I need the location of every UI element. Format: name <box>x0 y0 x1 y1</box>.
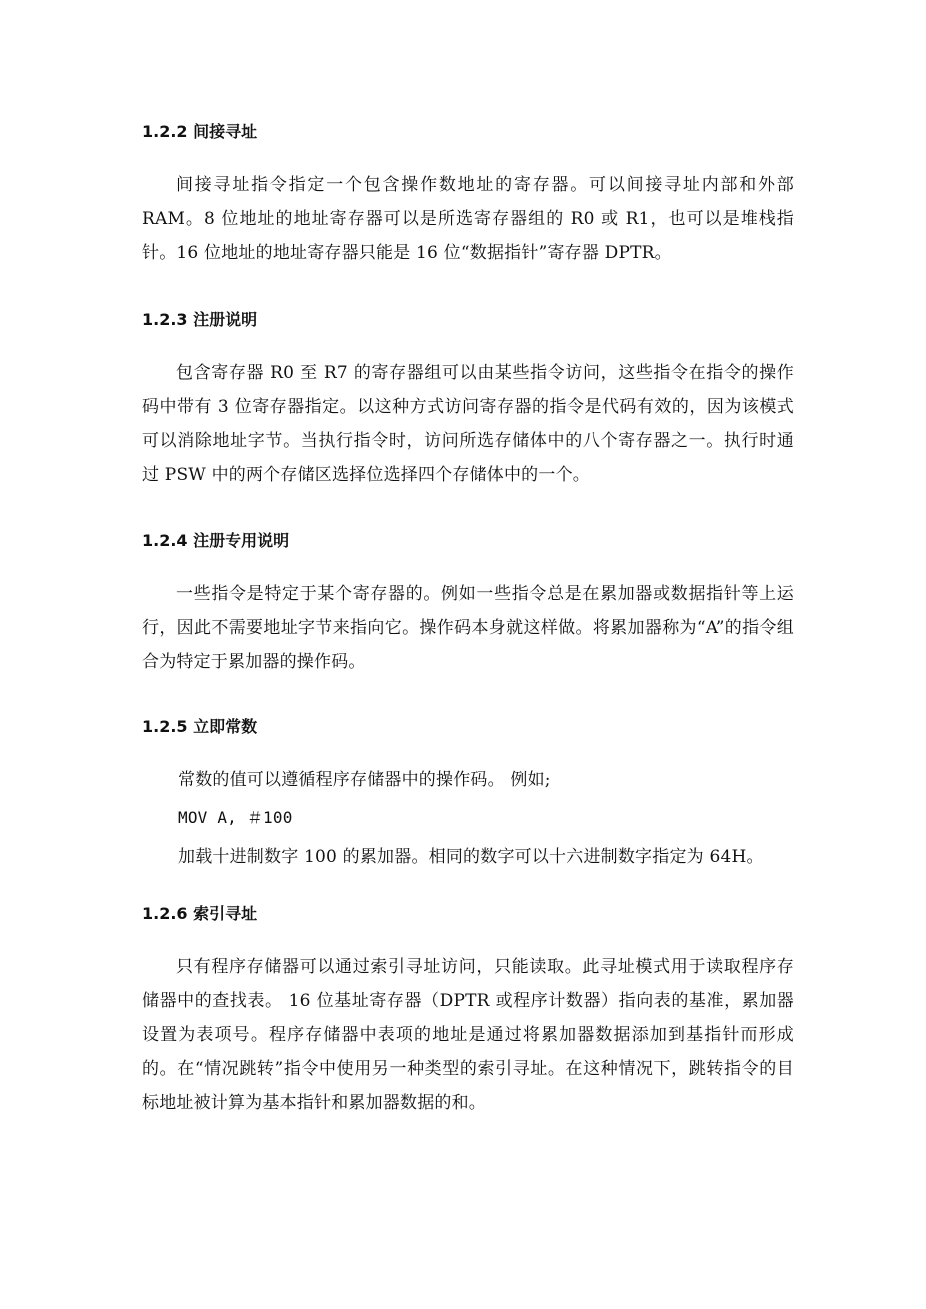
paragraph-immediate-constants-explanation: 加载十进制数字 100 的累加器。相同的数字可以十六进制数字指定为 64H。 <box>178 847 764 867</box>
paragraph-immediate-constants-intro: 常数的值可以遵循程序存储器中的操作码。 例如; <box>178 770 551 790</box>
section-heading-immediate-constants: 1.2.5 立即常数 <box>142 717 258 736</box>
section-heading-indexed-addressing: 1.2.6 索引寻址 <box>142 904 258 923</box>
paragraph-register-instructions: 包含寄存器 R0 至 R7 的寄存器组可以由某些指令访问，这些指令在指令的操作码中带有 3 位寄存器指定。以这种方式访问寄存器的指令是代码有效的，因为该模式可以消除地址字节。当执行指令时，访问所选存储体中的八个寄存器之一。执行时通过 PSW 中的两个存储区选择位选择四个存储体中的一个。 <box>142 363 794 485</box>
section-heading-register-specific-instructions: 1.2.4 注册专用说明 <box>142 531 290 550</box>
paragraph-indexed-addressing: 只有程序存储器可以通过索引寻址访问，只能读取。此寻址模式用于读取程序存储器中的查找表。 16 位基址寄存器（DPTR 或程序计数器）指向表的基准，累加器设置为表项号。程序存储器中表项的地址是通过将累加器数据添加到基指针而形成的。在“情况跳转”指令中使用另一种类型的索引寻址。在这种情况下，跳转指令的目标地址被计算为基本指针和累加器数据的和。 <box>142 957 794 1113</box>
paragraph-register-specific-instructions: 一些指令是特定于某个寄存器的。例如一些指令总是在累加器或数据指针等上运行，因此不需要地址字节来指向它。操作码本身就这样做。将累加器称为“A”的指令组合为特定于累加器的操作码。 <box>142 584 794 672</box>
code-example-mov: MOV A, ＃100 <box>178 808 293 827</box>
section-heading-indirect-addressing: 1.2.2 间接寻址 <box>142 122 258 141</box>
section-heading-register-instructions: 1.2.3 注册说明 <box>142 310 258 329</box>
paragraph-indirect-addressing: 间接寻址指令指定一个包含操作数地址的寄存器。可以间接寻址内部和外部 RAM。8 位地址的地址寄存器可以是所选寄存器组的 R0 或 R1，也可以是堆栈指针。16 位地址的地址寄存器只能是 16 位“数据指针”寄存器 DPTR。 <box>142 175 794 263</box>
